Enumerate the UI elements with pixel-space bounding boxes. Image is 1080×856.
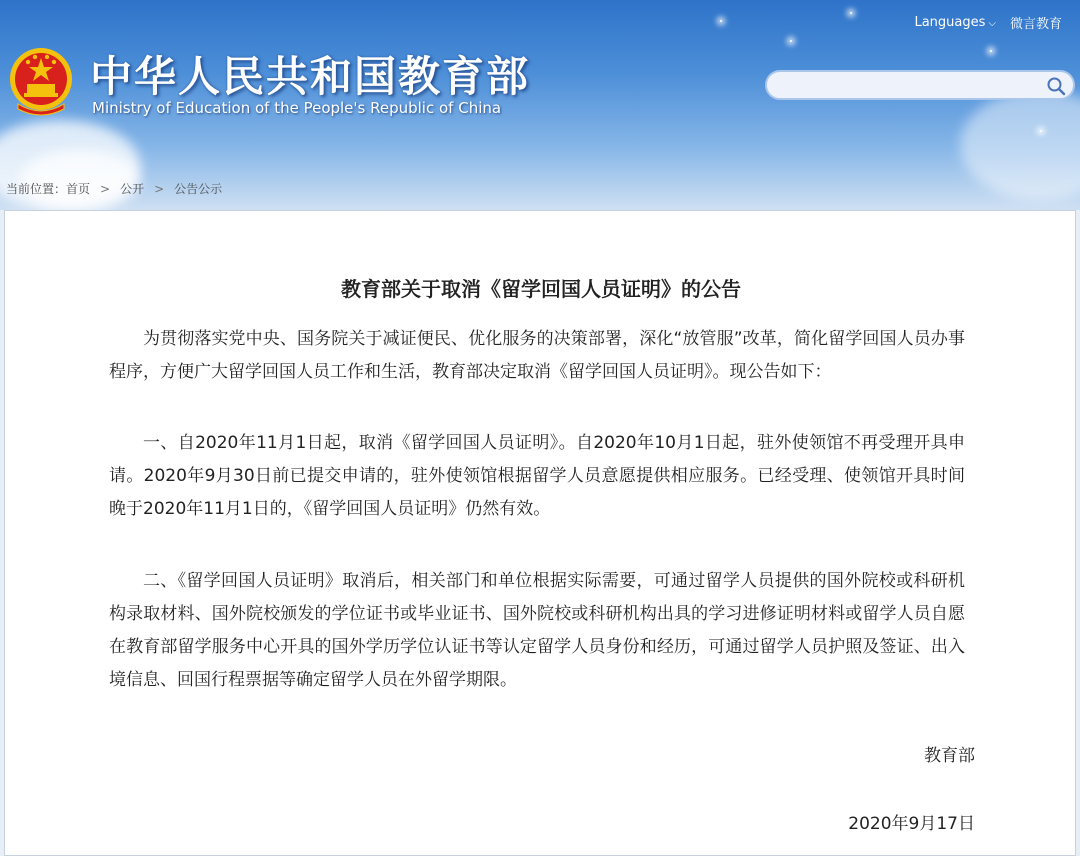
dandelion-decoration [990, 50, 992, 52]
languages-dropdown[interactable] [914, 15, 996, 30]
weibo-link[interactable]: 微言教育 [1009, 17, 1062, 32]
breadcrumb-label: 当前位置： [6, 182, 67, 196]
site-header [0, 0, 1080, 210]
chevron-down-icon: ⌵ [988, 18, 996, 29]
search-input[interactable] [781, 75, 1045, 97]
cloud-decoration [960, 90, 1080, 200]
breadcrumb-separator: > [154, 182, 165, 196]
article-date: 2020年9月17日 [848, 814, 975, 834]
breadcrumb-announcements[interactable]: 公告公示 [174, 182, 223, 196]
article-paragraph: 一、自2020年11月1日起，取消《留学回国人员证明》。自2020年10月1日起，驻外使领馆不再受理开具申请。2020年9月30日前已提交申请的，驻外使领馆根据留学人员意愿提供相应服务。已经受理、使领馆开具时间晚于2020年11月1日的，《留学回国人员证明》仍然有效。 [109, 433, 965, 519]
search-icon[interactable] [1045, 75, 1067, 97]
breadcrumb-public[interactable]: 公开 [120, 182, 145, 196]
breadcrumb-separator: > [100, 182, 111, 196]
article-title: 教育部关于取消《留学回国人员证明》的公告 [341, 277, 741, 301]
search-box [765, 70, 1075, 100]
top-links [914, 13, 1062, 32]
article-paragraph: 二、《留学回国人员证明》取消后，相关部门和单位根据实际需要，可通过留学人员提供的国外院校或科研机构录取材料、国外院校颁发的学位证书或毕业证书、国外院校或科研机构出具的学习进修证明材料或留学人员自愿在教育部留学服务中心开具的国外学历学位认证书等认定留学人员身份和经历，可通过留学人员护照及签证、出入境信息、回国行程票据等确定留学人员在外留学期限。 [109, 571, 965, 690]
article-container [4, 210, 1076, 856]
site-subtitle: Ministry of Education of the People's Republic of China [92, 99, 502, 117]
dandelion-decoration [1040, 130, 1042, 132]
article-paragraph: 为贯彻落实党中央、国务院关于减证便民、优化服务的决策部署，深化“放管服”改革，简化留学回国人员办事程序，方便广大留学回国人员工作和生活，教育部决定取消《留学回国人员证明》。现公告如下： [109, 329, 965, 382]
dandelion-decoration [720, 20, 722, 22]
article-signature: 教育部 [924, 746, 975, 766]
dandelion-decoration [790, 40, 792, 42]
dandelion-decoration [850, 12, 852, 14]
breadcrumb-home[interactable]: 首页 [66, 182, 91, 196]
site-title[interactable]: 中华人民共和国教育部 [90, 52, 531, 101]
languages-label: Languages [914, 15, 986, 30]
national-emblem-icon[interactable] [8, 46, 74, 116]
breadcrumb [6, 180, 222, 197]
